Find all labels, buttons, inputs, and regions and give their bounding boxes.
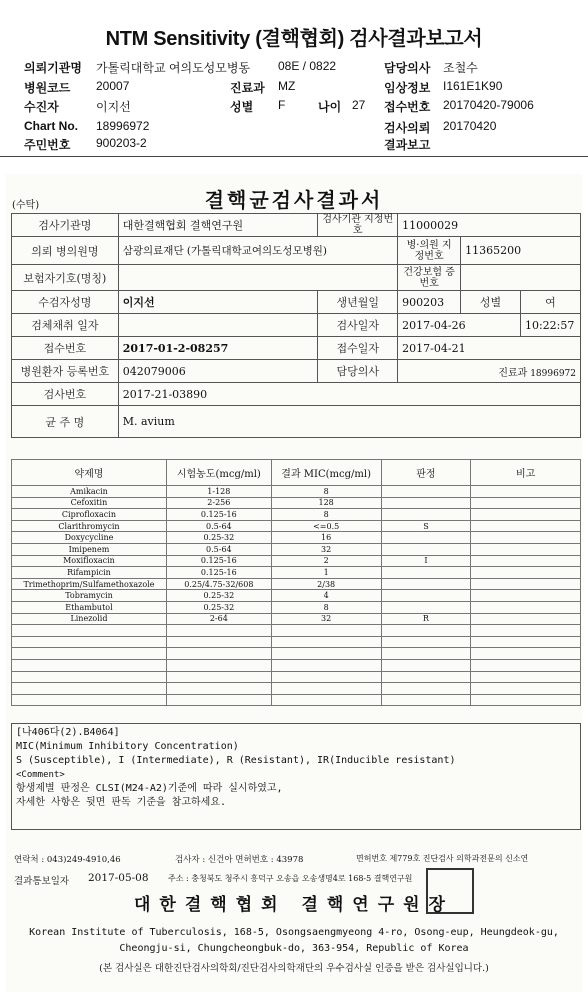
drug-row — [12, 671, 581, 683]
drug-note — [471, 648, 581, 660]
drug-judge: I — [381, 555, 471, 567]
drug-judge — [381, 567, 471, 579]
note-header: 비고 — [471, 460, 581, 486]
drug-name — [12, 659, 167, 671]
health-value — [461, 265, 581, 291]
suta-label: (수탁) — [12, 200, 40, 211]
drug-row — [12, 648, 581, 660]
drug-row — [12, 509, 581, 521]
drug-judge — [381, 683, 471, 695]
drug-conc: 1-128 — [166, 486, 271, 498]
drug-name — [12, 683, 167, 695]
drug-mic: 128 — [271, 497, 381, 509]
ward-value: 08E / 0822 — [278, 59, 337, 73]
drug-mic: 4 — [271, 590, 381, 602]
dob-value: 900203 — [398, 291, 461, 314]
drug-row — [12, 567, 581, 579]
drug-row — [12, 590, 581, 602]
receipt-label: 접수번호 — [384, 100, 431, 114]
drug-row — [12, 659, 581, 671]
drug-note — [471, 486, 581, 498]
rrn-label: 주민번호 — [24, 138, 71, 152]
mic-header: 결과 MIC(mcg/ml) — [271, 460, 381, 486]
drug-row — [12, 520, 581, 532]
drug-judge — [381, 497, 471, 509]
drug-judge — [381, 648, 471, 660]
exam-value: 2017-21-03890 — [118, 383, 580, 406]
drug-conc — [166, 625, 271, 637]
drug-row — [12, 532, 581, 544]
sex-label: 성별 — [230, 100, 254, 114]
drug-note — [471, 555, 581, 567]
drug-mic — [271, 671, 381, 683]
strain-label: 균 주 명 — [12, 406, 119, 438]
drug-conc: 0.25/4.75-32/608 — [166, 578, 271, 590]
drug-name: Clarithromycin — [12, 520, 167, 532]
dept-cell — [398, 360, 581, 383]
drug-judge — [381, 625, 471, 637]
rrn-value: 900203-2 — [96, 136, 147, 150]
judge-header: 판정 — [381, 460, 471, 486]
dept-value-cell: 18996972 — [530, 368, 576, 379]
drug-name: Amikacin — [12, 486, 167, 498]
drug-conc: 2-64 — [166, 613, 271, 625]
drug-row — [12, 625, 581, 637]
drug-row — [12, 497, 581, 509]
drug-note — [471, 567, 581, 579]
examinee-value: 이지선 — [96, 100, 131, 114]
drug-mic: 2/38 — [271, 578, 381, 590]
patient-info-table — [11, 213, 581, 438]
drug-name: Linezolid — [12, 613, 167, 625]
hosp-value: 삼광의료재단 (가톨릭대학교여의도성모병원) — [118, 237, 397, 265]
test-time-value: 10:22:57 — [520, 314, 580, 337]
collect-value — [118, 314, 318, 337]
dept-label: 진료과 — [230, 81, 265, 95]
age-value: 27 — [352, 98, 366, 112]
drug-name: Cefoxitin — [12, 497, 167, 509]
comment-line: 자세한 사항은 뒷면 판독 기준을 참고하세요. — [16, 797, 227, 808]
org-code-label: 검사기관 지정번호 — [318, 214, 398, 237]
strain-value: M. avium — [118, 406, 580, 438]
dob-label: 생년월일 — [318, 291, 398, 314]
examiner: 검사자 : 신건아 면허번호 : 43978 — [175, 855, 304, 865]
sex-label-cell: 성별 — [461, 291, 521, 314]
receipt-value: 20170420-79006 — [443, 98, 534, 112]
dept-label-cell: 진료과 — [498, 367, 528, 379]
drug-conc: 0.125-16 — [166, 555, 271, 567]
drug-conc: 0.5-64 — [166, 520, 271, 532]
drug-mic — [271, 683, 381, 695]
drug-mic: 16 — [271, 532, 381, 544]
drug-row — [12, 694, 581, 706]
drug-table — [11, 459, 581, 706]
test-date-label: 검사일자 — [318, 314, 398, 337]
doctor-label: 담당의사 — [384, 61, 431, 75]
org-code-value: 11000029 — [398, 214, 581, 237]
drug-mic — [271, 636, 381, 648]
drug-conc: 0.125-16 — [166, 567, 271, 579]
req-date-label: 검사의뢰 — [384, 121, 431, 135]
comment-line: S (Susceptible), I (Intermediate), R (Resistant), IR(Inducible resistant) — [16, 755, 456, 766]
drug-name: Ciprofloxacin — [12, 509, 167, 521]
drug-note — [471, 509, 581, 521]
receipt-date-value: 2017-04-21 — [398, 337, 581, 360]
drug-note — [471, 659, 581, 671]
drug-row — [12, 543, 581, 555]
license: 면허번호 제779호 진단검사 의학과전문의 신소연 — [356, 854, 529, 863]
drug-judge — [381, 578, 471, 590]
drug-note — [471, 578, 581, 590]
drug-name — [12, 671, 167, 683]
drug-note — [471, 543, 581, 555]
drug-note — [471, 497, 581, 509]
req-date-value: 20170420 — [443, 119, 497, 133]
receipt-label-cell: 접수번호 — [12, 337, 119, 360]
receipt-date-label: 접수일자 — [318, 337, 398, 360]
dept-value: MZ — [278, 79, 296, 93]
drug-name: Moxifloxacin — [12, 555, 167, 567]
drug-mic: 8 — [271, 601, 381, 613]
drug-note — [471, 671, 581, 683]
insurance-value — [118, 265, 397, 291]
drug-name: Ethambutol — [12, 601, 167, 613]
page-title: NTM Sensitivity (결핵협회) 검사결과보고서 — [105, 28, 483, 50]
drug-mic: 32 — [271, 543, 381, 555]
drug-mic — [271, 694, 381, 706]
header-divider — [0, 156, 588, 157]
test-date-value: 2017-04-26 — [398, 314, 521, 337]
drug-judge — [381, 671, 471, 683]
examinee-label: 수진자 — [24, 100, 59, 114]
hospital-code-value: 20007 — [96, 79, 130, 93]
clinical-value: I161E1K90 — [443, 79, 503, 93]
english-address-2: Cheongju-si, Chungcheongbuk-do, 363-954, Republic of Korea — [119, 943, 469, 954]
drug-note — [471, 590, 581, 602]
contact: 연락처 : 043)249-4910,46 — [14, 855, 121, 865]
institute-name: 대한결핵협회 결핵연구원장 — [134, 895, 454, 915]
drug-conc — [166, 648, 271, 660]
drug-conc — [166, 671, 271, 683]
doctor-label-cell: 담당의사 — [318, 360, 398, 383]
drug-mic: 1 — [271, 567, 381, 579]
drug-name — [12, 648, 167, 660]
drug-conc: 0.25-32 — [166, 601, 271, 613]
drug-note — [471, 613, 581, 625]
exam-label: 검사번호 — [12, 383, 119, 406]
drug-name — [12, 694, 167, 706]
drug-judge — [381, 509, 471, 521]
drug-note — [471, 683, 581, 695]
drug-row — [12, 555, 581, 567]
drug-row — [12, 636, 581, 648]
chart-label: Chart No. — [24, 119, 78, 133]
drug-mic: 32 — [271, 613, 381, 625]
drug-name — [12, 625, 167, 637]
drug-table-body — [12, 486, 581, 706]
drug-judge — [381, 486, 471, 498]
comment-line: <Comment> — [16, 770, 65, 780]
drug-note — [471, 625, 581, 637]
drug-judge — [381, 532, 471, 544]
drug-mic: 2 — [271, 555, 381, 567]
report-date: 2017-05-08 — [88, 872, 149, 884]
age-label: 나이 — [318, 100, 342, 114]
reg-value: 042079006 — [118, 360, 318, 383]
drug-note — [471, 636, 581, 648]
drug-note — [471, 532, 581, 544]
drug-mic: 8 — [271, 486, 381, 498]
drug-conc: 0.25-32 — [166, 590, 271, 602]
drug-judge — [381, 543, 471, 555]
drug-mic: 8 — [271, 509, 381, 521]
doctor-value: 조철수 — [443, 61, 478, 75]
drug-name: Trimethoprim/Sulfamethoxazole — [12, 578, 167, 590]
receipt-value-cell: 2017-01-2-08257 — [118, 337, 318, 360]
health-label: 건강보험 증번호 — [398, 265, 461, 291]
drug-conc — [166, 694, 271, 706]
hosp-code-label: 병·의원 지정번호 — [398, 237, 461, 265]
drug-conc — [166, 636, 271, 648]
conc-header: 시험농도(mcg/ml) — [166, 460, 271, 486]
drug-note — [471, 520, 581, 532]
drug-judge — [381, 590, 471, 602]
drug-header: 약제명 — [12, 460, 167, 486]
name-label: 수검자성명 — [12, 291, 119, 314]
chart-value: 18996972 — [96, 119, 150, 133]
requester-value: 가톨릭대학교 여의도성모병동 — [96, 61, 251, 75]
drug-row — [12, 601, 581, 613]
hosp-code-value: 11365200 — [461, 237, 581, 265]
requester-label: 의뢰기관명 — [24, 61, 82, 75]
drug-note — [471, 694, 581, 706]
drug-name: Doxycycline — [12, 532, 167, 544]
drug-row — [12, 578, 581, 590]
collect-label: 검체채취 일자 — [12, 314, 119, 337]
sex-value: F — [278, 98, 286, 112]
comment-line: 항생제별 판정은 CLSI(M24-A2)기준에 따라 실시하였고, — [16, 783, 283, 794]
drug-row — [12, 613, 581, 625]
comment-code: [나406다(2).B4064] — [16, 727, 120, 738]
drug-mic — [271, 659, 381, 671]
drug-conc: 0.5-64 — [166, 543, 271, 555]
report-label: 결과보고 — [384, 138, 431, 152]
report-title: 결핵균검사결과서 — [204, 188, 384, 212]
drug-name: Imipenem — [12, 543, 167, 555]
korean-address: 주소 : 충청북도 청주시 흥덕구 오송읍 오송생명4로 168-5 결핵연구원 — [168, 874, 413, 883]
clinical-label: 임상정보 — [384, 81, 431, 95]
reg-label: 병원환자 등록번호 — [12, 360, 119, 383]
drug-name: Rifampicin — [12, 567, 167, 579]
drug-judge — [381, 636, 471, 648]
hospital-code-label: 병원코드 — [24, 81, 71, 95]
drug-judge — [381, 601, 471, 613]
drug-mic — [271, 648, 381, 660]
comment-box — [11, 723, 581, 830]
drug-judge: S — [381, 520, 471, 532]
drug-conc — [166, 659, 271, 671]
drug-row — [12, 486, 581, 498]
insurance-label: 보험자기호(명칭) — [12, 265, 119, 291]
comment-line: MIC(Minimum Inhibitory Concentration) — [16, 741, 239, 752]
name-value: 이지선 — [118, 291, 318, 314]
sex-value-cell: 여 — [520, 291, 580, 314]
drug-judge — [381, 659, 471, 671]
drug-name: Tobramycin — [12, 590, 167, 602]
drug-conc: 0.25-32 — [166, 532, 271, 544]
drug-mic: <=0.5 — [271, 520, 381, 532]
drug-mic — [271, 625, 381, 637]
english-address-1: Korean Institute of Tuberculosis, 168-5, Osongsaengmyeong 4-ro, Osong-eup, Heungdeok-gu, — [29, 927, 559, 938]
org-label: 검사기관명 — [12, 214, 119, 237]
hosp-label: 의뢰 병의원명 — [12, 237, 119, 265]
drug-judge: R — [381, 613, 471, 625]
drug-conc: 2-256 — [166, 497, 271, 509]
report-date-label: 결과통보일자 — [14, 876, 70, 887]
drug-name — [12, 636, 167, 648]
drug-judge — [381, 694, 471, 706]
certification-note: (본 검사실은 대한진단검사의학회/진단검사의학재단의 우수검사실 인증을 받은 검사실입니다.) — [99, 963, 489, 974]
org-value: 대한결핵협회 결핵연구원 — [118, 214, 318, 237]
drug-row — [12, 683, 581, 695]
drug-conc — [166, 683, 271, 695]
drug-note — [471, 601, 581, 613]
drug-conc: 0.125-16 — [166, 509, 271, 521]
